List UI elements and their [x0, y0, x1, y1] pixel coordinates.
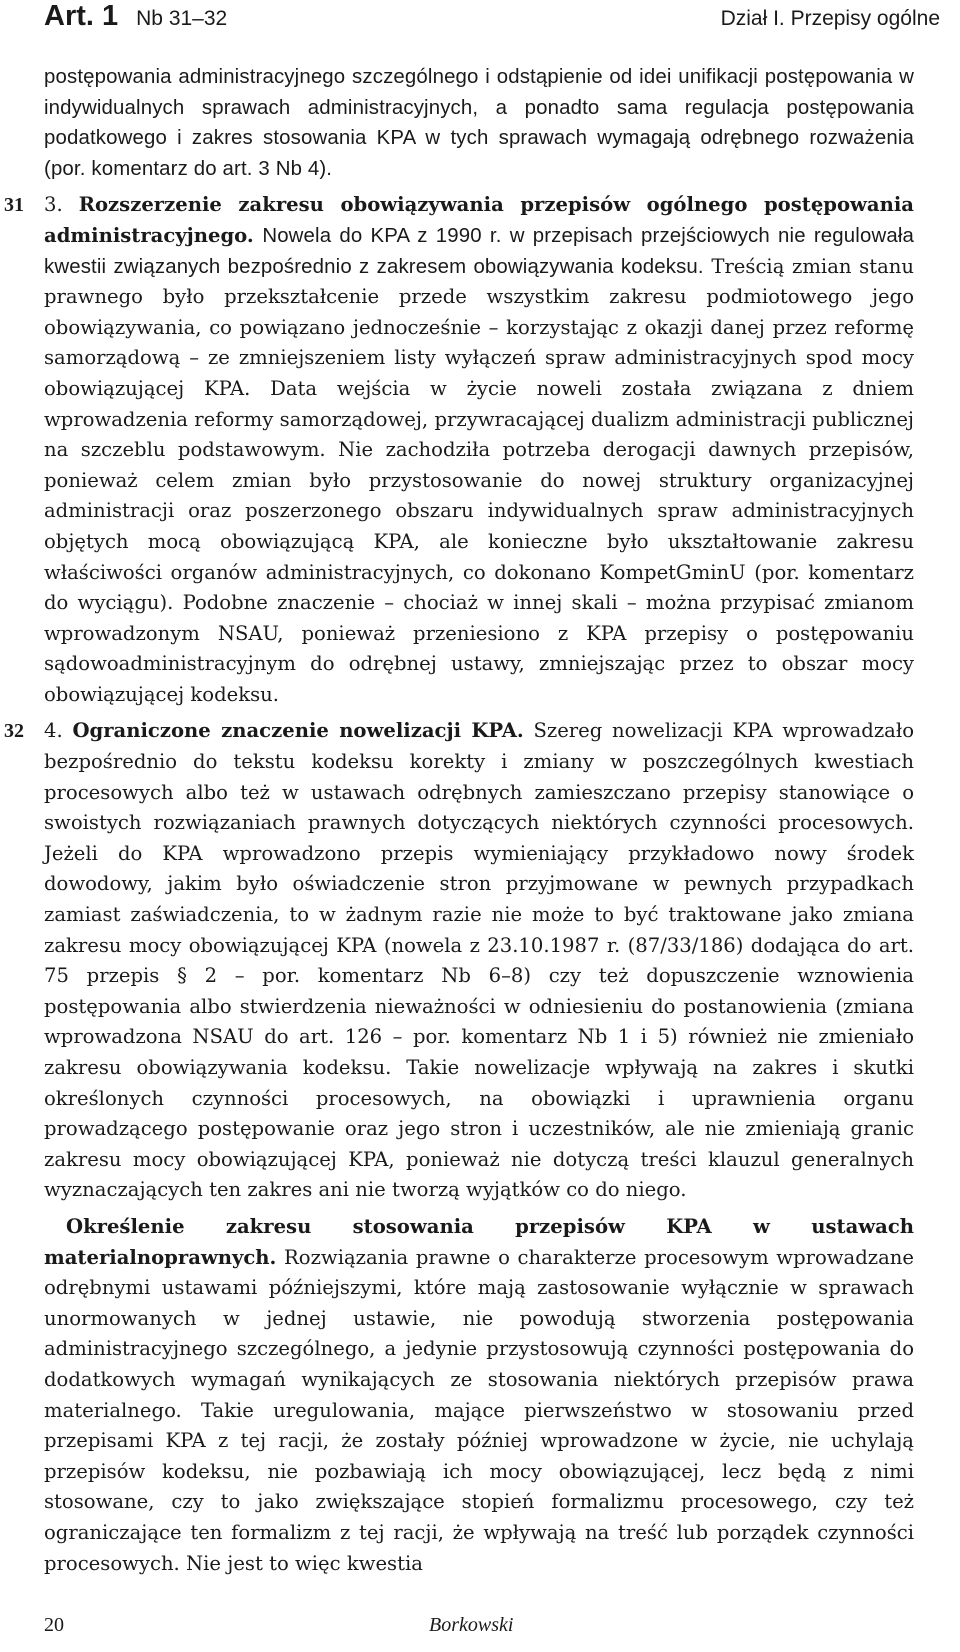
section-32-paragraph	[44, 716, 914, 1206]
running-header	[44, 0, 940, 36]
section-32-continued	[44, 1212, 914, 1579]
materialnoprawne-heading: Określenie zakresu stosowania przepisów KPA w ustawach materialnoprawnych.	[44, 1214, 914, 1269]
footer-author: Borkowski	[429, 1614, 514, 1636]
materialnoprawne-body: Rozwiązania prawne o charakterze procesowym wprowadzane odrębnymi ustawami późniejszymi, które mają zastosowanie wyłącznie w sprawach unormowanych w jednej ustawie, nie powodują stworzenia postępowania administracyjnego szczególnego, a jedynie przystosowują czynności postępowania do dodatkowych wymagań wynikających ze stosowania niektórych przepisów prawa materialnego. Takie uregulowania, mające pierwszeństwo w stosowaniu przed przepisami KPA z tej racji, że zostały później wprowadzone w życie, nie uchylają przepisów kodeksu, nie pozbawiają ich mocy obowiązującej, lecz będą z nimi stosowane, czy to jako zwiększające stopień formalizmu procesowego, czy też ograniczające ten formalizm z tej racji, że wpływają na treść lub porządek czynności procesowych. Nie jest to więc kwestia	[44, 1245, 914, 1575]
section-31	[4, 190, 914, 710]
header-section: Dział I. Przepisy ogólne	[720, 7, 940, 30]
section-31-heading: Rozszerzenie zakresu obowiązywania przepisów ogólnego postępowania administracyjnego.	[44, 193, 914, 247]
section-32-body: Szereg nowelizacji KPA wprowadzało bezpośrednio do tekstu kodeksu korekty i zmiany w poszczególnych kwestiach procesowych albo też w ustawach odrębnych zamieszczano przepisy stanowiące o swoistych rozwiązaniach prawnych dotyczących niektórych czynności procesowych. Jeżeli do KPA wprowadzono przepis wymieniający przykładowo nowy środek dowodowy, jakim było oświadczenie stron przyjmowane w pewnych przypadkach zamiast zaświadczenia, to w żadnym razie nie może to być traktowane jako zmiana zakresu mocy obowiązującej KPA (nowela z 23.10.1987 r. (87/33/186) dodająca do art. 75 przepis § 2 – por. komentarz Nb 6–8) czy też dopuszczenie wznowienia postępowania albo stwierdzenia nieważności w odniesieniu do postanowienia (zmiana wprowadzona NSAU do art. 126 – por. komentarz Nb 1 i 5) również nie zmieniało zakresu obowiązywania kodeksu. Takie nowelizacje wpływają na zakres i skutki określonych czynności procesowych, na obowiązki i uprawnienia organu prowadzącego postępowanie oraz jego stron i uczestników, ale nie zmieniają granic zakresu mocy obowiązującej KPA, ponieważ nie dotyczą treści klauzul generalnych wyznaczających ten zakres ani nie tworzą wyjątków co do niego.	[44, 719, 914, 1202]
section-31-paragraph	[44, 190, 914, 710]
page-footer	[44, 1614, 940, 1644]
margin-number-32: 32	[4, 720, 24, 743]
section-32-lead-number: 4.	[44, 719, 63, 743]
margin-number-31: 31	[4, 194, 24, 217]
materialnoprawne-paragraph	[44, 1212, 914, 1579]
section-31-lead-number: 3.	[44, 193, 63, 217]
section-32-heading: Ograniczone znaczenie nowelizacji KPA.	[72, 719, 524, 743]
main-text	[4, 62, 914, 1579]
section-31-body: Treścią zmian stanu prawnego było przekształcenie przede wszystkim zakresu podmiotowego jego obowiązywania, co powiązano jednocześnie – korzystając z okazji danej przez reformę samorządową – ze zmniejszeniem listy wyłączeń spraw administracyjnych spod mocy obowiązującej KPA. Data wejścia w życie noweli została związana z dniem wprowadzenia reformy samorządowej, przywracającej dualizm administracji publicznej na szczeblu podstawowym. Nie zachodziła potrzeba derogacji dawnych przepisów, ponieważ celem zmian było przystosowanie do nowej struktury organizacyjnej administracji oraz poszerzonego obszaru indywidualnych spraw administracyjnych objętych mocą obowiązującą KPA, ale konieczne było ukształtowanie zakresu właściwości organów administracyjnych, co dokonano KompetGminU (por. komentarz do wyciągu). Podobne znaczenie – chociaż w innej skali – można przypisać zmianom wprowadzonym NSAU, ponieważ przeniesiono z KPA przepisy o postępowaniu sądowoadministracyjnym do odrębnej ustawy, zmniejszając przez to obszar mocy obowiązującej kodeksu.	[44, 254, 914, 706]
header-margin-numbers: Nb 31–32	[136, 7, 228, 30]
header-article: Art. 1	[44, 0, 119, 32]
page-number: 20	[44, 1614, 64, 1636]
intro-paragraph: postępowania administracyjnego szczególnego i odstąpienie od idei unifikacji postępowania w indywidualnych sprawach administracyjnych, a ponadto sama regulacja postępowania podatkowego i zakres stosowania KPA w tych sprawach wymagają odrębnego rozważenia (por. komentarz do art. 3 Nb 4).	[44, 66, 914, 180]
section-32	[4, 716, 914, 1206]
section-31-first-sentence: Nowela do KPA z 1990 r. w przepisach przejściowych nie regulowała kwestii związanych bezpośrednio z zakresem obowiązywania kodeksu.	[44, 224, 914, 278]
